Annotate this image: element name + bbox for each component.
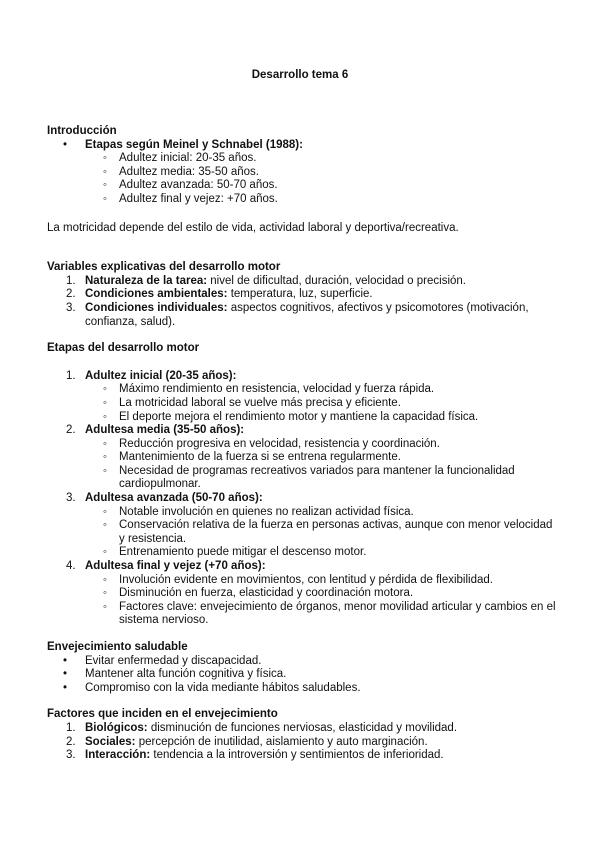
list-item — [47, 736, 557, 750]
list-item: ◦ Adultez avanzada: 50-70 años. — [47, 179, 557, 193]
list-item — [47, 288, 557, 302]
list-item: ◦ La motricidad laboral se vuelve más precisa y eficiente. — [47, 397, 557, 411]
stage-points — [47, 438, 557, 492]
list-item: • Evitar enfermedad y discapacidad. — [47, 655, 557, 669]
item-number: 2. — [66, 288, 76, 301]
stage-points — [47, 574, 557, 628]
list-item: ◦ Mantenimiento de la fuerza si se entrena regularmente. — [47, 451, 557, 465]
stage-points — [47, 506, 557, 560]
intro-paragraph: La motricidad depende del estilo de vida, actividad laboral y deportiva/recreativa. — [47, 221, 459, 234]
list-item — [47, 275, 557, 289]
item-number: 1. — [66, 274, 76, 287]
motor-stages-section — [47, 342, 557, 628]
intro-heading: Introducción — [47, 125, 117, 137]
healthy-aging-heading: Envejecimiento saludable — [47, 641, 188, 653]
intro-bullet-label: Etapas según Meinel y Schnabel (1988): — [85, 138, 303, 151]
item-label: Condiciones individuales: — [85, 301, 228, 314]
list-item: ◦ Disminución en fuerza, elasticidad y coordinación motora. — [47, 587, 557, 601]
list-item: ◦ Factores clave: envejecimiento de órganos, menor movilidad articular y cambios en el sistema nervioso. — [47, 601, 557, 628]
list-item — [47, 560, 557, 628]
item-label: Adultesa final y vejez (+70 años): — [85, 560, 266, 573]
document-body — [47, 125, 557, 763]
document-title: Desarrollo tema 6 — [251, 69, 349, 81]
item-text: tendencia a la introversión y sentimientos de inferioridad. — [150, 749, 444, 762]
healthy-aging-list — [47, 655, 557, 696]
stage-points — [47, 383, 557, 424]
item-label: Interacción: — [85, 749, 151, 762]
item-text: percepción de inutilidad, aislamiento y auto marginación. — [135, 735, 428, 748]
list-item — [47, 492, 557, 560]
item-label: Adultesa media (35-50 años): — [85, 424, 245, 437]
item-text: nivel de dificultad, duración, velocidad o precisión. — [207, 274, 466, 287]
item-number: 2. — [66, 735, 76, 748]
list-item — [47, 139, 557, 207]
item-label: Naturaleza de la tarea: — [85, 274, 208, 287]
item-text: disminución de funciones nerviosas, elasticidad y movilidad. — [147, 721, 458, 734]
list-item: ◦ Adultez inicial: 20-35 años. — [47, 152, 557, 166]
aging-factors-heading: Factores que inciden en el envejecimiento — [47, 708, 278, 721]
list-item: ◦ Reducción progresiva en velocidad, resistencia y coordinación. — [47, 438, 557, 452]
variables-list — [47, 275, 557, 329]
list-item: ◦ El deporte mejora el rendimiento motor y mantiene la capacidad física. — [47, 411, 557, 425]
variables-section — [47, 261, 557, 329]
list-item — [47, 302, 557, 329]
list-item: ◦ Máximo rendimiento en resistencia, velocidad y fuerza rápida. — [47, 383, 557, 397]
item-label: Adultez inicial (20-35 años): — [85, 369, 237, 382]
list-item: ◦ Adultez final y vejez: +70 años. — [47, 193, 557, 207]
list-item — [47, 424, 557, 492]
motor-stages-heading: Etapas del desarrollo motor — [47, 342, 200, 355]
list-item: ◦ Conservación relativa de la fuerza en personas activas, aunque con menor velocidad y resistencia. — [47, 519, 557, 546]
item-number: 1. — [66, 721, 76, 734]
item-text: aspectos cognitivos, afectivos y psicomotores (motivación, confianza, salud). — [85, 301, 529, 328]
intro-section — [47, 125, 557, 235]
list-item — [47, 749, 557, 763]
list-item: ◦ Entrenamiento puede mitigar el descenso motor. — [47, 546, 557, 560]
list-item: ◦ Notable involución en quienes no realizan actividad física. — [47, 506, 557, 520]
aging-factors-list — [47, 722, 557, 763]
item-number: 1. — [66, 369, 76, 382]
variables-heading: Variables explicativas del desarrollo motor — [47, 261, 281, 274]
item-label: Sociales: — [85, 735, 136, 748]
item-number: 3. — [66, 749, 76, 762]
motor-stages-list — [47, 370, 557, 628]
item-number: 3. — [66, 301, 76, 314]
list-item — [47, 722, 557, 736]
item-label: Adultesa avanzada (50-70 años): — [85, 492, 263, 505]
list-item: • Compromiso con la vida mediante hábitos saludables. — [47, 682, 557, 696]
healthy-aging-section — [47, 641, 557, 695]
item-label: Biológicos: — [85, 721, 148, 734]
list-item: ◦ Involución evidente en movimientos, con lentitud y pérdida de flexibilidad. — [47, 574, 557, 588]
item-label: Condiciones ambientales: — [85, 288, 228, 301]
list-item: • Mantener alta función cognitiva y física. — [47, 668, 557, 682]
item-number: 4. — [66, 560, 76, 573]
item-text: temperatura, luz, superficie. — [227, 288, 373, 301]
item-number: 3. — [66, 492, 76, 505]
stages-sublist — [47, 152, 557, 206]
list-item: ◦ Adultez media: 35-50 años. — [47, 166, 557, 180]
item-number: 2. — [66, 424, 76, 437]
list-item: ◦ Necesidad de programas recreativos variados para mantener la funcionalidad cardiopulmonar. — [47, 465, 557, 492]
intro-bullet-list — [47, 139, 557, 207]
list-item — [47, 370, 557, 424]
aging-factors-section — [47, 708, 557, 762]
